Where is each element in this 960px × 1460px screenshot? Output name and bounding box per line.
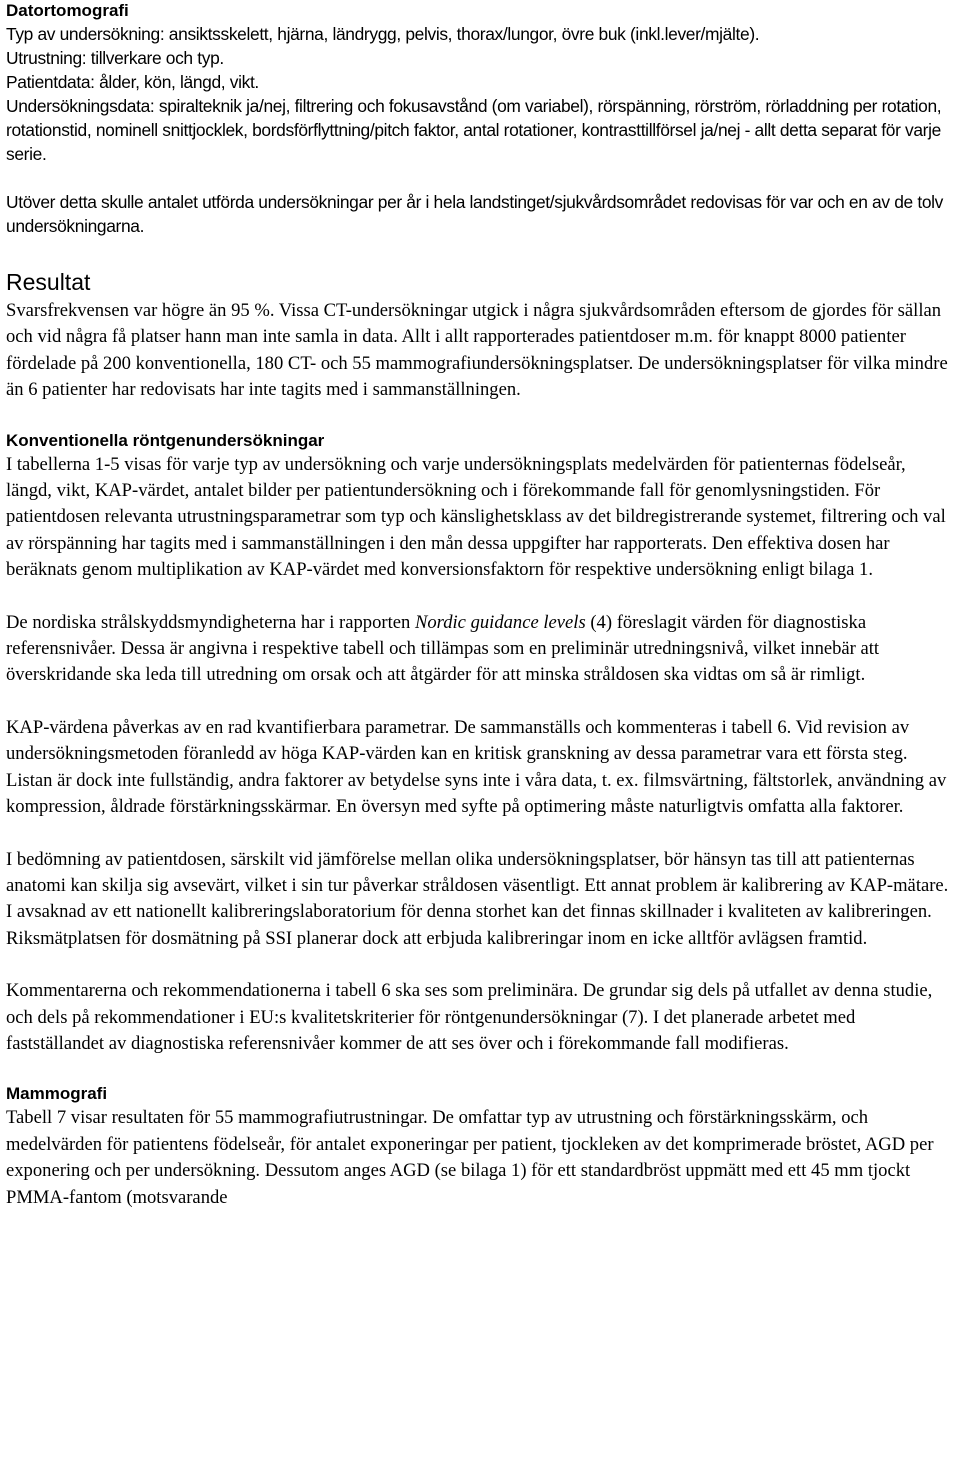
heading-mammografi: Mammografi [6,1084,108,1104]
text-line-typ: Typ av undersökning: ansiktsskelett, hjärna, ländrygg, pelvis, thorax/lungor, övre buk (inkl.lever/mjälte). [6,24,760,44]
paragraph-konv-1: I tabellerna 1-5 visas för varje typ av undersökning och varje undersökningsplats medelvärden för patienternas födelseår, längd, vikt, KAP-värdet, antalet bilder per patientundersökning och i förekommande fall för genomlysningstiden. För patientdosen relevanta utrustningsparametrar som typ och känslighetsklass av det bildregistrerande systemet, filtrering och val av rörspänning har tagits med i sammanställningen i den mån dessa uppgifter har rapporterats. Den effektiva dosen har beräknats genom multiplikation av KAP-värdet med konversionsfaktorn för respektive undersökning enligt bilaga 1. [6,453,946,581]
konv-2-text-a: De nordiska strålskyddsmyndigheterna har i rapporten [6,611,415,633]
text-line-undersokningsdata: Undersökningsdata: spiralteknik ja/nej, filtrering och fokusavstånd (om variabel), rörspänning, rörström, rörladdning per rotation, rotationstid, nominell snittjocklek, bordsförflyttning/pitch faktor, antal rotationer, kontrasttillförsel ja/nej - allt detta separat för varje serie. [6,96,942,164]
paragraph-konv-2 [6,610,954,689]
paragraph-konv-3: KAP-värdena påverkas av en rad kvantifierbara parametrar. De sammanställs och kommenteras i tabell 6. Vid revision av undersökningsmetoden föranledd av höga KAP-värden kan en kritisk granskning av dessa parametrar vara ett första steg. Listan är dock inte fullständig, andra faktorer av betydelse syns inte i våra data, t. ex. filmsvärtning, fältstorlek, användning av kompression, åldrade förstärkningsskärmar. En översyn med syfte på optimering måste naturligtvis omfatta alla faktorer. [6,716,947,818]
heading-datortomografi: Datortomografi [6,1,129,20]
paragraph-konv-5: Kommentarerna och rekommendationerna i tabell 6 ska ses som preliminära. De grundar sig dels på utfallet av denna studie, och dels på rekommendationer i EU:s kvalitetskriterier för röntgenundersökningar (7). I det planerade arbetet med fastställandet av diagnostiska referensnivåer kommer de att ses över och i förekommande fall modifieras. [6,980,933,1054]
paragraph-konv-4: I bedömning av patientdosen, särskilt vid jämförelse mellan olika undersökningsplatser, bör hänsyn tas till att patienternas anatomi kan skilja sig avsevärt, vilket i sin tur påverkar stråldosen väsentligt. Ett annat problem är kalibrering av KAP-mätare. I avsaknad av ett nationellt kalibreringslaboratorium för denna storhet kan det finnas skillnader i kvaliteten av kalibreringen. Riksmätplatsen för dosmätning på SSI planerar dock att erbjuda kalibreringar inom en icke alltför avlägsen framtid. [6,848,949,949]
text-line-patientdata: Patientdata: ålder, kön, längd, vikt. [6,72,259,92]
document-page [6,0,954,1211]
report-title-italic: Nordic guidance levels [414,611,586,633]
datortomografi-list [6,22,954,166]
paragraph-resultat: Svarsfrekvensen var högre än 95 %. Vissa CT-undersökningar utgick i några sjukvårdsområden eftersom de gjordes för sällan och vid några få platser hann man inte samla in data. Allt i allt rapporterades patientdoser m.m. för knappt 8000 patienter fördelade på 200 konventionella, 180 CT- och 55 mammografiundersökningsplatser. De undersökningsplatser för vilka mindre än 6 patienter har redovisats har inte tagits med i sammanställningen. [6,300,948,401]
paragraph-utover: Utöver detta skulle antalet utförda undersökningar per år i hela landstinget/sjukvårdsområdet redovisas för var och en av de tolv undersökningarna. [6,192,943,236]
heading-resultat: Resultat [6,269,91,295]
konv-2-text-b: (4) föreslagit värden för diagnostiska referensnivåer. Dessa är angivna i respektive tabell och tillämpas som en preliminär utredningsnivå, vilket innebär att överskridande ska leda till utredning om orsak och att åtgärder för att minska stråldosen ska vidtas om så är rimligt. [6,611,880,686]
text-line-utrustning: Utrustning: tillverkare och typ. [6,48,224,68]
heading-konventionella: Konventionella röntgenundersökningar [6,430,325,450]
paragraph-mammografi: Tabell 7 visar resultaten för 55 mammografiutrustningar. De omfattar typ av utrustning och förstärkningsskärm, och medelvärden för patientens födelseår, för antalet exponeringar per patient, tjockleken av det komprimerade bröstet, AGD per exponering och per undersökning. Dessutom anges AGD (se bilaga 1) för ett standardbröst uppmätt med ett 45 mm tjockt PMMA-fantom (motsvarande [6,1107,934,1208]
